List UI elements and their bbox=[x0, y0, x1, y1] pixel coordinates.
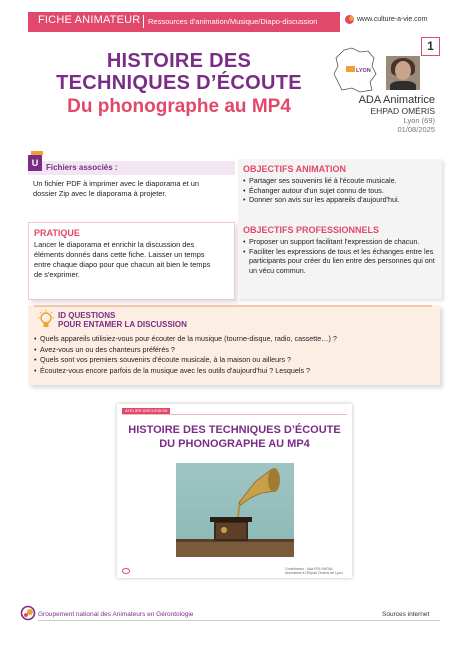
author-avatar bbox=[386, 56, 420, 90]
list-item: • Échanger autour d'un sujet connu de tous. bbox=[243, 186, 439, 196]
slide-credit: Contributeur : Ada POLYMOUL Animatrice à l'Ehpad Oméris de Lyon bbox=[285, 567, 343, 575]
list-item: • Donner son avis sur les appareils d'aujourd'hui. bbox=[243, 195, 439, 205]
animation-objectives-title: OBJECTIFS ANIMATION bbox=[243, 164, 346, 174]
list-item: • Écoutez-vous encore parfois de la musique avec les outils d'aujourd'hui ? Lesquels ? bbox=[34, 366, 434, 377]
divider bbox=[122, 414, 347, 415]
author-organization: EHPAD OMÉRIS bbox=[370, 106, 435, 116]
list-item: • Quels appareils utilisiez-vous pour écouter de la musique (tourne-disque, radio, cassette…) ? bbox=[34, 334, 434, 345]
slide-preview[interactable] bbox=[117, 404, 352, 578]
attached-files-text bbox=[33, 179, 233, 199]
attached-files-title: Fichiers associés : bbox=[46, 163, 118, 172]
list-item: • Quels sont vos premiers souvenirs d'écoute musicale, à la maison ou ailleurs ? bbox=[34, 355, 434, 366]
attached-files-line: dossier Zip avec le diaporama à projeter. bbox=[33, 189, 167, 198]
map-city-label: LYON bbox=[356, 68, 371, 74]
practical-line: éléments donnés dans cette fiche. Laisser un temps bbox=[34, 250, 205, 259]
gramophone-image bbox=[176, 463, 294, 557]
professional-objectives-list bbox=[243, 237, 439, 275]
site-url-text: www.culture-a-vie.com bbox=[357, 16, 428, 23]
slide-title-line2: DU PHONOGRAPHE AU MP4 bbox=[159, 438, 310, 450]
attached-files-section bbox=[28, 155, 235, 213]
discussion-questions-section bbox=[28, 305, 440, 385]
lightbulb-icon bbox=[37, 310, 55, 330]
page-title-line2: TECHNIQUES D’ÉCOUTE bbox=[56, 72, 302, 94]
practical-section bbox=[28, 222, 235, 300]
practical-line: entre chaque diapo pour que chacun ait bien le temps bbox=[34, 260, 211, 269]
download-icon[interactable]: U bbox=[28, 155, 42, 171]
author-city: Lyon (69) bbox=[403, 116, 435, 125]
objectives-panel bbox=[238, 159, 442, 299]
questions-subtitle: POUR ENTAMER LA DISCUSSION bbox=[58, 320, 187, 329]
practical-line: Lancer le diaporama et enrichir la discussion des bbox=[34, 240, 195, 249]
footer-divider bbox=[38, 620, 440, 621]
list-item: • Avez-vous un ou des chanteurs préférés ? bbox=[34, 345, 434, 356]
footer-sources: Sources internet bbox=[382, 611, 430, 618]
doc-type-label: FICHE ANIMATEUR bbox=[38, 14, 141, 26]
questions-title: ID QUESTIONS bbox=[58, 311, 116, 320]
france-map-icon bbox=[330, 46, 380, 94]
professional-objectives-title: OBJECTIFS PROFESSIONNELS bbox=[243, 225, 380, 235]
breadcrumb[interactable]: Ressources d'animation/Musique/Diapo-discussion bbox=[143, 15, 317, 28]
list-item: • Faciliter les expressions de tous et les échanges entre les participants pour créer du lien entre des personnes qui ont un vécu commun. bbox=[243, 247, 439, 276]
attached-files-line: Un fichier PDF à imprimer avec le diaporama et un bbox=[33, 179, 199, 188]
slide-title-line1: HISTOIRE DES TECHNIQUES D’ÉCOUTE bbox=[128, 424, 341, 436]
practical-line: de s'exprimer. bbox=[34, 270, 80, 279]
questions-list bbox=[34, 334, 434, 376]
practical-text bbox=[34, 240, 230, 280]
page-subtitle: Du phonographe au MP4 bbox=[67, 96, 291, 117]
page-title-line1: HISTOIRE DES bbox=[106, 50, 252, 72]
gag-logo-icon bbox=[20, 605, 36, 621]
site-link[interactable] bbox=[345, 15, 427, 24]
publication-date: 01/08/2025 bbox=[397, 125, 435, 134]
list-item: • Partager ses souvenirs lié à l'écoute musicale. bbox=[243, 176, 439, 186]
slide-tag: ATELIER DISCUSSION bbox=[122, 408, 170, 414]
page-number: 1 bbox=[421, 37, 440, 56]
author-name: ADA Animatrice bbox=[358, 94, 435, 106]
list-item: • Proposer un support facilitant l'expression de chacun. bbox=[243, 237, 439, 247]
footer-organization: Groupement national des Animateurs en Gérontologie bbox=[38, 611, 194, 618]
practical-title: PRATIQUE bbox=[34, 228, 80, 238]
header-bar bbox=[28, 12, 340, 32]
animation-objectives-list bbox=[243, 176, 439, 205]
site-logo-icon bbox=[345, 15, 354, 24]
slide-logo-icon bbox=[122, 568, 130, 574]
